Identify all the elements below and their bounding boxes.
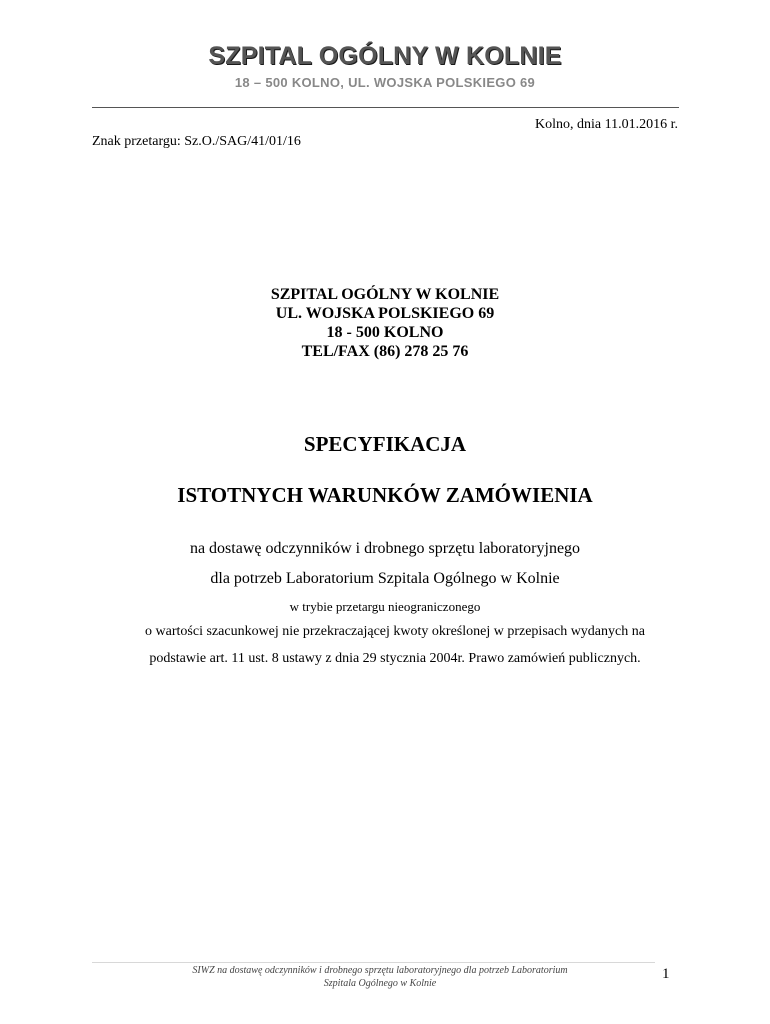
authority-phone: TEL/FAX (86) 278 25 76 — [301, 343, 469, 360]
letterhead-title: SZPITAL OGÓLNY W KOLNIE — [208, 42, 562, 70]
document-date: Kolno, dnia 11.01.2016 r. — [535, 117, 678, 132]
authority-name: SZPITAL OGÓLNY W KOLNIE — [270, 286, 500, 303]
subject-line-2: dla potrzeb Laboratorium Szpitala Ogólnego w Kolnie — [210, 570, 560, 587]
letterhead-address: 18 – 500 KOLNO, UL. WOJSKA POLSKIEGO 69 — [234, 75, 536, 90]
footer-line-2: Szpitala Ogólnego w Kolnie — [323, 978, 437, 989]
legal-basis-line-1: o wartości szacunkowej nie przekraczającej kwoty określonej w przepisach wydanych na — [145, 624, 645, 639]
subject-line-1: na dostawę odczynników i drobnego sprzętu laboratoryjnego — [189, 540, 581, 557]
authority-city: 18 - 500 KOLNO — [326, 324, 444, 341]
contracting-authority-block — [0, 285, 770, 361]
footer-line-1: SIWZ na dostawę odczynników i drobnego sprzętu laboratoryjnego dla potrzeb Laboratorium — [192, 965, 568, 976]
authority-street: UL. WOJSKA POLSKIEGO 69 — [275, 305, 495, 322]
document-subtitle: ISTOTNYCH WARUNKÓW ZAMÓWIENIA — [177, 483, 593, 507]
footer-divider — [92, 962, 655, 963]
procedure-mode: w trybie przetargu nieograniczonego — [289, 599, 481, 614]
footer-caption — [130, 964, 630, 990]
tender-reference: Znak przetargu: Sz.O./SAG/41/01/16 — [92, 134, 301, 149]
letterhead-divider — [92, 107, 679, 108]
legal-basis-line-2: podstawie art. 11 ust. 8 ustawy z dnia 29 stycznia 2004r. Prawo zamówień publicznych. — [149, 651, 641, 666]
page-number: 1 — [662, 966, 670, 982]
document-title: SPECYFIKACJA — [303, 432, 467, 456]
